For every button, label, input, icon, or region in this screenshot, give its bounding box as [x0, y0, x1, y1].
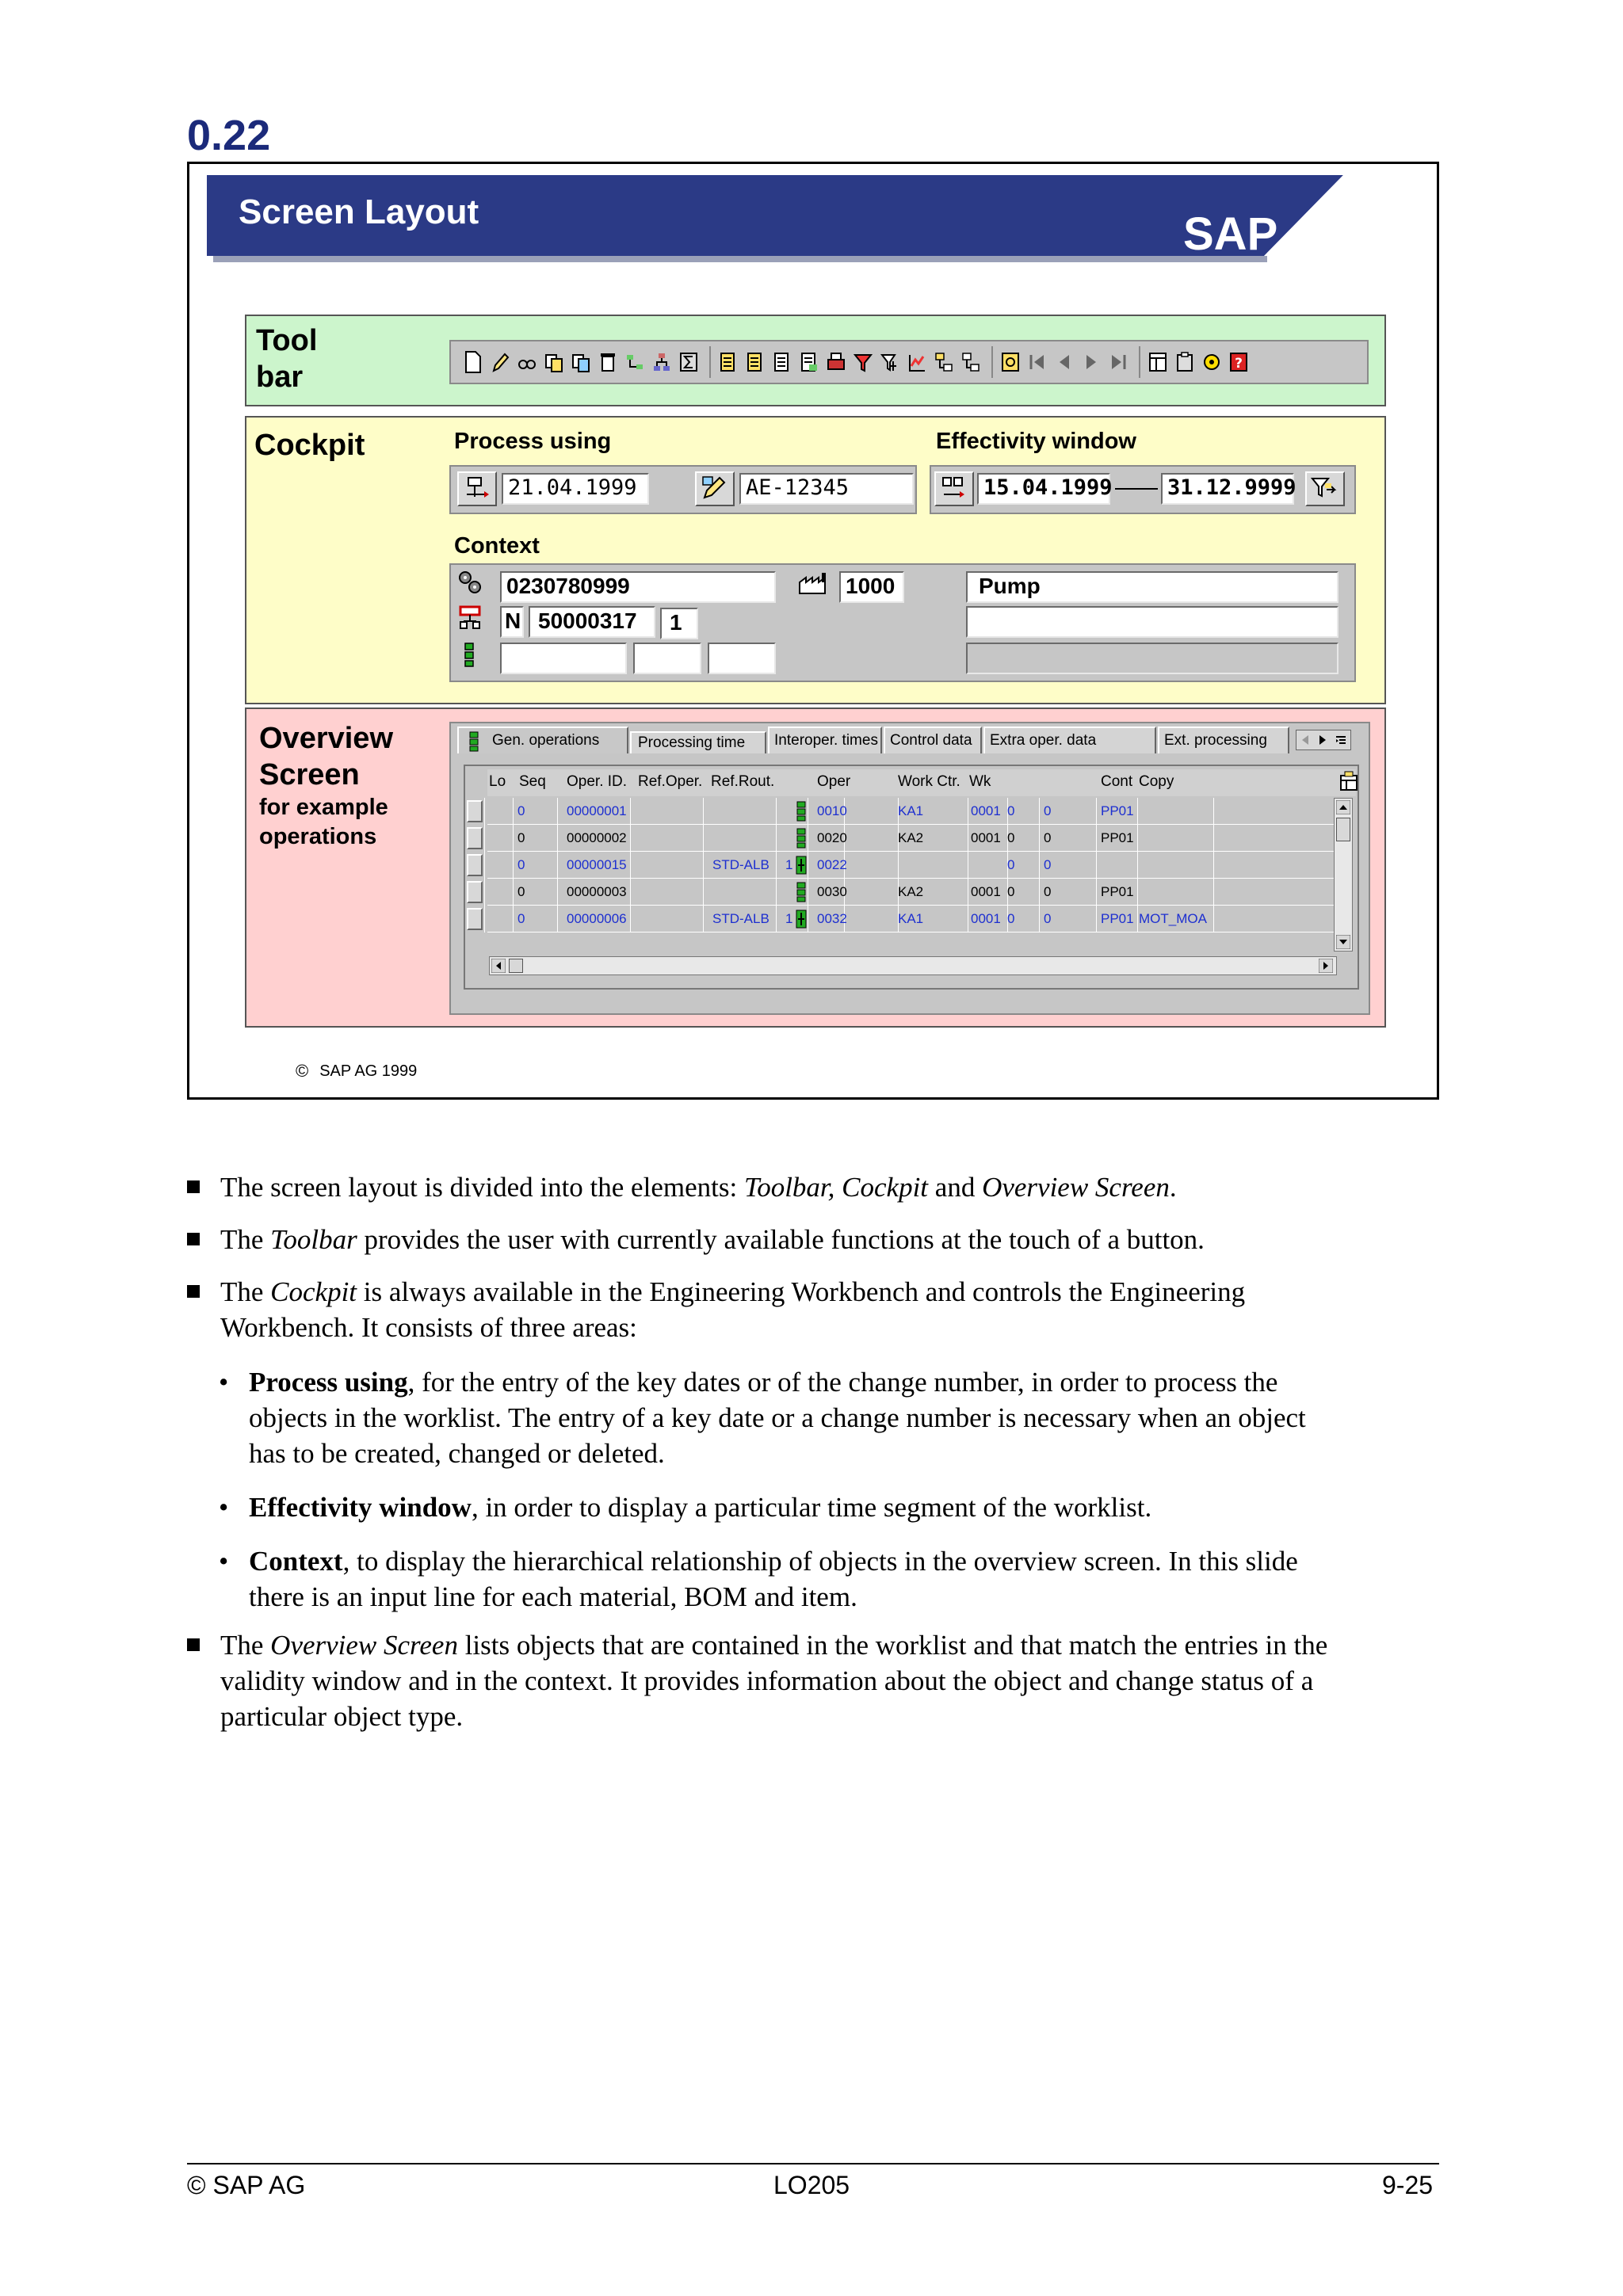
tab-interoper-times[interactable]: Interoper. times	[768, 727, 882, 753]
bom-number-field[interactable]: 50000317	[529, 606, 655, 638]
column-divider	[1137, 798, 1138, 825]
column-divider	[484, 879, 485, 906]
column-divider	[1039, 798, 1040, 825]
column-divider	[1039, 879, 1040, 906]
slide-title: Screen Layout	[239, 193, 479, 231]
cockpit-label: Cockpit	[254, 429, 365, 462]
bullet-3-italic: Cockpit	[270, 1276, 357, 1307]
cell-ref-rout[interactable]: STD-ALB	[712, 857, 769, 872]
pencil-icon[interactable]	[491, 350, 510, 374]
column-divider	[703, 879, 704, 906]
column-divider	[703, 852, 704, 879]
cell-seq[interactable]: 0	[517, 830, 525, 845]
bullet-1-italic-1: Toolbar, Cockpit	[743, 1172, 929, 1203]
bullet-1-mid: and	[928, 1172, 983, 1203]
sap-toolbar	[449, 340, 1369, 384]
cell-a[interactable]: 0	[1007, 884, 1015, 899]
scroll-left-icon[interactable]	[491, 959, 506, 973]
col-header-work-ctr[interactable]: Work Ctr.	[898, 773, 960, 790]
layout-icon[interactable]	[1148, 350, 1167, 374]
cell-a[interactable]: 0	[1007, 911, 1015, 926]
section-number: 0.22	[187, 112, 271, 159]
process-using-label: Process using	[454, 429, 612, 454]
cell-cont[interactable]: PP01	[1101, 803, 1134, 818]
col-header-oper-id[interactable]: Oper. ID.	[567, 773, 628, 790]
cell-oper-id[interactable]: 00000015	[567, 857, 627, 872]
tab-control-data[interactable]: Control data	[884, 727, 982, 753]
sub-bullet-2-bold: Effectivity window	[249, 1492, 472, 1523]
new-document-icon[interactable]	[464, 350, 483, 374]
sub-bullet-dot: •	[219, 1546, 229, 1577]
reference-operation-icon	[795, 909, 808, 929]
sub-bullet-dot: •	[219, 1367, 229, 1398]
delete-trash-icon[interactable]	[598, 350, 617, 374]
structure-icon[interactable]	[652, 350, 671, 374]
column-divider	[1137, 825, 1138, 852]
cell-cont[interactable]: PP01	[1101, 911, 1134, 926]
footer-rule	[187, 2163, 1439, 2164]
cell-oper-id[interactable]: 00000006	[567, 911, 627, 926]
key-date-icon	[464, 475, 491, 502]
effectivity-window-label: Effectivity window	[936, 429, 1136, 454]
bullet-2-text: The	[220, 1224, 271, 1255]
bom-alternative-field[interactable]: 1	[660, 608, 698, 639]
toolbar-box	[245, 315, 1386, 406]
column-divider	[1096, 852, 1097, 879]
cell-ref-rout[interactable]: STD-ALB	[712, 911, 769, 926]
table-row[interactable]	[465, 906, 1334, 933]
row-selector[interactable]	[467, 908, 483, 930]
column-divider	[703, 906, 704, 933]
column-divider	[1213, 825, 1214, 852]
display-glasses-icon[interactable]	[517, 350, 537, 374]
tab-extra-oper-data[interactable]: Extra oper. data	[983, 727, 1156, 753]
plant-field[interactable]: 1000	[839, 571, 904, 603]
overview-label-line2: Screen	[259, 758, 360, 791]
cell-oper-id[interactable]: 00000003	[567, 884, 627, 899]
overview-panel	[449, 722, 1370, 1015]
cell-work-ctr[interactable]: KA1	[898, 803, 924, 818]
overview-label-line3: for example	[259, 795, 388, 820]
cell-cont[interactable]: PP01	[1101, 830, 1134, 845]
column-divider	[513, 906, 514, 933]
bullet-4-line2: validity window and in the context. It provides information about the object and change status of a	[220, 1665, 1314, 1696]
column-divider	[776, 825, 777, 852]
cell-oper-id[interactable]: 00000001	[567, 803, 627, 818]
cell-b[interactable]: 0	[1044, 911, 1052, 926]
list-insert-icon[interactable]	[800, 350, 819, 374]
column-divider	[1213, 852, 1214, 879]
svg-text:?: ?	[1235, 356, 1243, 372]
settings-circle-icon[interactable]	[1202, 350, 1221, 374]
operations-tab-icon	[467, 731, 481, 752]
material-icon	[457, 570, 484, 597]
column-divider	[557, 852, 558, 879]
tab-label: Gen. operations	[492, 732, 600, 749]
material-description-field: Pump	[966, 571, 1338, 603]
item-icon	[457, 641, 484, 668]
change-number-field[interactable]: AE-12345	[739, 473, 914, 505]
effectivity-filter-button[interactable]	[1305, 471, 1345, 506]
cell-work-ctr[interactable]: KA1	[898, 911, 924, 926]
grid-header-row	[487, 769, 1356, 796]
scroll-down-icon[interactable]	[1336, 935, 1350, 949]
sub-bullet-1-bold: Process using	[249, 1367, 408, 1398]
cell-copy[interactable]: MOT_MOA	[1139, 911, 1207, 926]
row-selector[interactable]	[467, 881, 483, 903]
overview-label-line1: Overview	[259, 722, 393, 755]
column-divider	[513, 879, 514, 906]
table-row[interactable]	[465, 798, 1334, 825]
column-divider	[776, 879, 777, 906]
table-row[interactable]	[465, 825, 1334, 852]
cell-oper[interactable]: 0020	[817, 830, 847, 845]
operation-icon	[795, 882, 808, 902]
tab-scroll-left-icon[interactable]	[1300, 734, 1310, 746]
item-field-2[interactable]	[633, 643, 701, 674]
column-divider	[557, 825, 558, 852]
cell-work-ctr[interactable]: KA2	[898, 884, 924, 899]
cell-oper[interactable]: 0022	[817, 857, 847, 872]
cell-wk[interactable]: 0001	[971, 803, 1001, 818]
column-divider	[1213, 906, 1214, 933]
tab-scroll-buttons[interactable]	[1296, 730, 1351, 750]
col-header-lo[interactable]: Lo	[489, 773, 506, 790]
sub-bullet-2-text: , in order to display a particular time segment of the worklist.	[471, 1492, 1152, 1523]
previous-page-icon[interactable]	[1055, 350, 1074, 374]
sub-bullet-1-line2: objects in the worklist. The entry of a key date or a change number is necessary when an object	[249, 1402, 1306, 1433]
operation-icon	[795, 828, 808, 849]
operations-grid	[464, 765, 1359, 990]
sub-bullet-1	[219, 1364, 1455, 1471]
context-label: Context	[454, 533, 540, 559]
column-divider	[1137, 879, 1138, 906]
list-view-icon[interactable]	[773, 350, 792, 374]
bullet-1-text: The screen layout is divided into the elements:	[220, 1172, 744, 1203]
cell-work-ctr[interactable]: KA2	[898, 830, 924, 845]
column-divider	[484, 825, 485, 852]
sub-bullet-dot: •	[219, 1492, 229, 1523]
bullet-4-text: The	[220, 1630, 271, 1661]
cell-a[interactable]: 0	[1007, 803, 1015, 818]
slide-copyright	[296, 1061, 417, 1081]
col-header-wk[interactable]: Wk	[969, 773, 991, 790]
cell-seq[interactable]: 0	[517, 803, 525, 818]
column-divider	[513, 852, 514, 879]
last-page-icon[interactable]	[1109, 350, 1128, 374]
bullet-1-italic-2: Overview Screen	[982, 1172, 1170, 1203]
hierarchy-icon[interactable]	[625, 350, 644, 374]
bullet-2	[187, 1222, 1455, 1257]
cell-a[interactable]: 0	[1007, 830, 1015, 845]
footer-left: © SAP AG	[187, 2171, 306, 2199]
cell-b[interactable]: 0	[1044, 830, 1052, 845]
next-page-icon[interactable]	[1082, 350, 1101, 374]
row-selector[interactable]	[467, 800, 483, 822]
column-divider	[1213, 879, 1214, 906]
change-number-button[interactable]	[695, 471, 735, 506]
tree-expand-icon[interactable]	[934, 350, 953, 374]
print-icon[interactable]	[827, 350, 846, 374]
bullet-square	[187, 1233, 200, 1245]
scroll-right-icon[interactable]	[1319, 959, 1333, 973]
row-selector[interactable]	[467, 827, 483, 849]
sub-bullet-1-line1: , for the entry of the key dates or of the change number, in order to process the	[407, 1367, 1278, 1398]
col-header-ref-oper[interactable]: Ref.Oper.	[638, 773, 703, 790]
footer-center: LO205	[773, 2171, 850, 2199]
bullet-4-line1: lists objects that are contained in the worklist and that match the entries in the	[457, 1630, 1328, 1661]
cell-a[interactable]: 0	[1007, 857, 1015, 872]
bullet-1	[187, 1169, 1455, 1205]
effectivity-from-field[interactable]: 15.04.1999	[977, 473, 1110, 505]
column-divider	[703, 798, 704, 825]
cell-b[interactable]: 0	[1044, 803, 1052, 818]
bullet-square	[187, 1638, 200, 1651]
column-divider	[898, 852, 899, 879]
bom-description-field	[966, 606, 1338, 638]
cell-ref-cnt[interactable]: 1	[785, 857, 793, 872]
sub-bullet-1-line3: has to be created, changed or deleted.	[249, 1438, 665, 1469]
tab-processing-time[interactable]: Processing time	[630, 731, 766, 753]
row-divider	[487, 932, 1334, 933]
first-page-icon[interactable]	[1028, 350, 1047, 374]
column-divider	[1039, 825, 1040, 852]
bullet-square	[187, 1285, 200, 1298]
copy-icon[interactable]	[544, 350, 563, 374]
reference-operation-icon	[795, 855, 808, 875]
col-header-copy[interactable]: Copy	[1139, 773, 1174, 790]
filter-arrow-icon	[1311, 475, 1339, 502]
column-divider	[557, 798, 558, 825]
overview-box	[245, 707, 1386, 1028]
table-row[interactable]	[465, 879, 1334, 906]
cell-b[interactable]: 0	[1044, 857, 1052, 872]
bullet-3	[187, 1274, 1455, 1345]
column-divider	[1096, 825, 1097, 852]
bullet-4-line3: particular object type.	[220, 1701, 464, 1732]
sum-icon[interactable]	[679, 350, 698, 374]
toolbar-label-line1: Tool	[256, 324, 318, 357]
table-row[interactable]	[465, 852, 1334, 879]
column-divider	[1096, 879, 1097, 906]
tab-gen-operations[interactable]	[457, 727, 628, 753]
effectivity-range-line	[1115, 488, 1158, 490]
slide-frame	[187, 162, 1439, 1100]
horizontal-scroll-thumb[interactable]	[509, 959, 523, 973]
sap-logo-text: SAP	[1183, 208, 1278, 256]
bullet-4	[187, 1627, 1455, 1734]
cell-seq[interactable]: 0	[517, 857, 525, 872]
column-divider	[1137, 906, 1138, 933]
cell-cont[interactable]: PP01	[1101, 884, 1134, 899]
column-divider	[513, 825, 514, 852]
sub-bullet-2	[219, 1489, 1455, 1525]
grid-vertical-scrollbar[interactable]	[1334, 798, 1353, 952]
col-header-oper[interactable]: Oper	[817, 773, 851, 790]
refresh-icon[interactable]	[1001, 350, 1020, 374]
slide-banner	[207, 175, 1261, 256]
column-divider	[557, 879, 558, 906]
bullet-1-end: .	[1169, 1172, 1177, 1203]
column-divider	[513, 798, 514, 825]
row-selector[interactable]	[467, 854, 483, 876]
cell-oper[interactable]: 0032	[817, 911, 847, 926]
bullet-4-italic: Overview Screen	[270, 1630, 458, 1661]
cell-ref-cnt[interactable]: 1	[785, 911, 793, 926]
overview-label-line4: operations	[259, 824, 377, 849]
grid-rows	[465, 798, 1345, 952]
sub-bullet-3-bold: Context	[249, 1546, 343, 1577]
column-divider	[1137, 852, 1138, 879]
cell-seq[interactable]: 0	[517, 884, 525, 899]
sub-bullet-3	[219, 1543, 1455, 1615]
cell-seq[interactable]: 0	[517, 911, 525, 926]
bullet-3-line2: Workbench. It consists of three areas:	[220, 1312, 637, 1343]
effectivity-to-field[interactable]: 31.12.9999	[1161, 473, 1294, 505]
column-divider	[703, 825, 704, 852]
tab-list-icon[interactable]	[1335, 734, 1346, 746]
col-header-cont[interactable]: Cont	[1101, 773, 1133, 790]
change-number-icon	[701, 475, 728, 502]
column-divider	[557, 906, 558, 933]
filter-set-icon[interactable]	[880, 350, 899, 374]
cell-oper[interactable]: 0010	[817, 803, 847, 818]
key-date-button[interactable]	[457, 471, 497, 506]
tab-ext-processing[interactable]: Ext. processing	[1158, 727, 1289, 753]
item-description-field	[966, 643, 1338, 674]
item-field-3[interactable]	[708, 643, 776, 674]
column-divider	[1096, 906, 1097, 933]
scroll-up-icon[interactable]	[1336, 800, 1350, 814]
copy-template-icon[interactable]	[571, 350, 590, 374]
key-date-field[interactable]: 21.04.1999	[502, 473, 649, 505]
col-header-seq[interactable]: Seq	[519, 773, 546, 790]
toolbar-label-line2: bar	[256, 360, 304, 394]
effectivity-icon	[941, 475, 968, 502]
column-divider	[484, 798, 485, 825]
column-divider	[1096, 798, 1097, 825]
cockpit-box	[245, 416, 1386, 704]
list-edit-icon[interactable]	[746, 350, 765, 374]
bullet-2-post: provides the user with currently available functions at the touch of a button.	[357, 1224, 1205, 1255]
operation-icon	[795, 801, 808, 822]
chart-icon[interactable]	[907, 350, 926, 374]
column-divider	[484, 906, 485, 933]
cell-wk[interactable]: 0001	[971, 911, 1001, 926]
bom-type-field[interactable]: N	[500, 606, 524, 638]
clipboard-icon[interactable]	[1175, 350, 1194, 374]
grid-horizontal-scrollbar[interactable]	[489, 956, 1337, 975]
sub-bullet-3-line1: , to display the hierarchical relationship of objects in the overview screen. In this slide	[342, 1546, 1298, 1577]
column-divider	[484, 852, 485, 879]
cell-oper[interactable]: 0030	[817, 884, 847, 899]
cell-oper-id[interactable]: 00000002	[567, 830, 627, 845]
help-icon[interactable]	[1229, 350, 1248, 374]
copyright-text: SAP AG 1999	[319, 1062, 418, 1080]
copyright-symbol: ©	[296, 1061, 309, 1081]
effectivity-button[interactable]	[934, 471, 974, 506]
column-divider	[1213, 798, 1214, 825]
bom-icon	[457, 605, 484, 631]
column-divider	[1039, 906, 1040, 933]
item-field-1[interactable]	[500, 643, 627, 674]
filter-icon[interactable]	[854, 350, 873, 374]
sub-bullet-3-line2: there is an input line for each material, BOM and item.	[249, 1581, 857, 1612]
bullet-3-text: The	[220, 1276, 271, 1307]
col-header-ref-rout[interactable]: Ref.Rout.	[711, 773, 775, 790]
material-field[interactable]: 0230780999	[500, 571, 776, 603]
cell-wk[interactable]: 0001	[971, 830, 1001, 845]
cell-b[interactable]: 0	[1044, 884, 1052, 899]
cell-wk[interactable]: 0001	[971, 884, 1001, 899]
tab-scroll-right-icon[interactable]	[1318, 734, 1327, 746]
column-divider	[776, 798, 777, 825]
tree-collapse-icon[interactable]	[961, 350, 980, 374]
bullet-3-line1: is always available in the Engineering Workbench and controls the Engineering	[357, 1276, 1246, 1307]
column-config-icon[interactable]	[1338, 771, 1359, 793]
sap-logo	[1177, 175, 1343, 256]
column-divider	[1039, 852, 1040, 879]
footer-right: 9-25	[1382, 2171, 1434, 2199]
bullet-square	[187, 1180, 200, 1193]
scroll-thumb[interactable]	[1336, 818, 1350, 841]
plant-icon	[798, 570, 830, 597]
bullet-2-italic: Toolbar	[270, 1224, 357, 1255]
list-add-icon[interactable]	[719, 350, 738, 374]
